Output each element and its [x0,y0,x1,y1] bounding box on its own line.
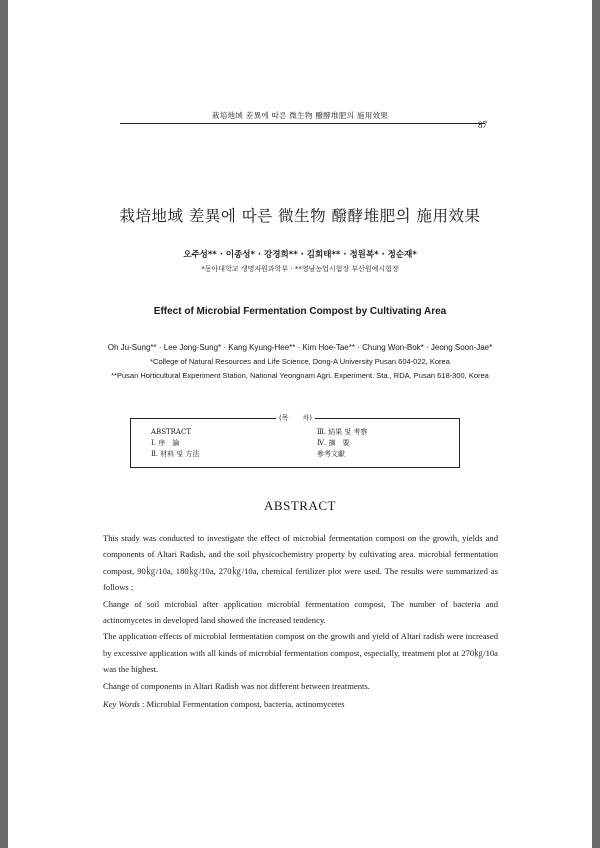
keywords [103,699,498,709]
toc-item: Ⅰ. 序 論 [151,439,180,447]
header-rule [120,123,485,124]
affiliation-english-2: **Pusan Horticultural Experiment Station, National Yeongnam Agri. Experiment. Sta., RDA. Pusan 618-300, Korea [111,371,489,380]
keywords-separator: : [139,699,147,709]
abstract-paragraph: Change of components in Altari Radish was not different between treatments. [103,680,370,691]
page-number: 87 [478,120,487,130]
toc-left-column [151,427,199,460]
toc-item: 參考文獻 [317,450,345,458]
toc-heading: (목 차) [276,413,315,423]
abstract-body [103,530,498,694]
toc-item: ABSTRACT [151,428,192,436]
scan-edge-left [0,0,8,848]
title-korean: 栽培地域 差異에 따른 微生物 醱酵堆肥의 施用效果 [119,207,481,225]
title-english: Effect of Microbial Fermentation Compost by Cultivating Area [153,306,447,317]
authors-korean: 오주성** · 이종성* · 강경희** · 김회태** · 정원복* · 정순재* [183,250,417,260]
scan-edge-right [592,0,600,848]
toc-item: Ⅲ. 結果 및 考察 [317,428,368,436]
affiliations-korean: *동아대학교 생명자원과학부 · **영남농업시험장 부산원예시험장 [201,265,399,273]
abstract-paragraph: The application effects of microbial fermentation compost on the growth and yield of Altari radish were increased by excessive application with all kinds of microbial fermentation compost, especially, treatment plot at 270㎏/10a was the highest. [103,631,498,675]
abstract-heading: ABSTRACT [264,498,336,513]
toc-item: Ⅳ. 摘 要 [317,439,350,447]
authors-english: Oh Ju-Sung** · Lee Jong-Sung* · Kang Kyung-Hee** · Kim Hoe-Tae** · Chung Won-Bok* · Jeong Soon-Jae* [107,343,493,352]
table-of-contents [130,414,460,468]
running-header: 栽培地域 差異에 따른 微生物 醱酵堆肥의 施用效果 [211,111,389,120]
keywords-text: Microbial Fermentation compost, bacteria, actinomycetes [146,699,345,709]
affiliation-english-1: *College of Natural Resources and Life Science, Dong-A University Pusan 604-022, Korea [150,357,450,366]
abstract-paragraph: This study was conducted to investigate the effect of microbial fermentation compost on the growth, yields and components of Altari Radish, and the soil physicochemistry property by cultivating area. microbial fermentation compost, 90㎏/10a, 180㎏/10a, 270㎏/10a, chemical fertilizer plot were used. The results were summarized as follows ; [103,533,498,593]
toc-right-column [317,427,367,460]
keywords-label: Key Words [103,699,140,709]
toc-item: Ⅱ. 材料 및 方法 [151,450,200,458]
abstract-paragraph: Change of soil microbial after application microbial fermentation compost, The number of bacteria and actinomycetes in developed land showed the increased tendency. [103,598,498,626]
